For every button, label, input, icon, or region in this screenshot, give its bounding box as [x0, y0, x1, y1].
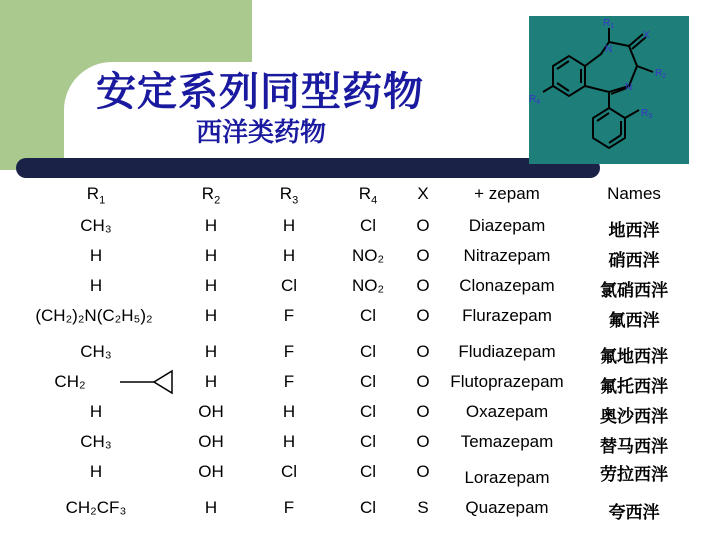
cell-r4: NO₂	[351, 276, 385, 295]
cell-r4: Cl	[359, 342, 377, 361]
cell-zepam: Temazepam	[460, 432, 554, 451]
cell-r4: NO₂	[351, 246, 385, 265]
header-r4: $R_4$	[358, 184, 378, 207]
header-names: Names	[607, 184, 661, 203]
cell-zepam: Fludiazepam	[458, 342, 556, 361]
page-subtitle: 西洋类药物	[196, 118, 327, 148]
cell-r1: CH₃	[80, 432, 112, 451]
cell-r2: H	[204, 246, 218, 265]
cell-zepam: Lorazepam	[464, 468, 550, 487]
cell-r3: F	[283, 342, 295, 361]
cell-x: O	[416, 342, 430, 361]
header-zepam: + zepam	[474, 184, 540, 203]
cell-name: 氟西泮	[608, 311, 660, 331]
cell-name: 地西泮	[608, 221, 660, 241]
cell-r4: Cl	[359, 402, 377, 421]
header-r3: $R_3$	[279, 184, 299, 207]
n4-label: N	[625, 82, 633, 93]
cell-r2: H	[204, 216, 218, 235]
cell-name: 氟地西泮	[600, 347, 668, 367]
cell-r4: Cl	[359, 498, 377, 517]
cell-zepam: Diazepam	[468, 216, 546, 235]
cell-x: O	[416, 372, 430, 391]
cell-zepam: Clonazepam	[459, 276, 555, 295]
cell-name: 氟托西泮	[600, 377, 668, 397]
cell-r3: H	[282, 246, 296, 265]
benzodiazepine-structure-drawing	[529, 16, 689, 164]
cell-r2: OH	[198, 462, 224, 481]
header-r1: $R_1$	[86, 184, 106, 207]
cell-name: 氯硝西泮	[600, 281, 668, 301]
cell-name: 替马西泮	[600, 437, 668, 457]
cell-zepam: Quazepam	[465, 498, 549, 517]
cell-zepam: Flutoprazepam	[450, 372, 564, 391]
cell-name: 劳拉西泮	[600, 465, 668, 485]
cell-r1: H	[89, 246, 103, 265]
cell-r1: CH₂CF₃	[65, 498, 127, 517]
cell-r1: H	[89, 276, 103, 295]
cell-r1: CH₃	[80, 216, 112, 235]
cell-x: O	[416, 276, 430, 295]
cell-x: O	[416, 216, 430, 235]
cell-r4: Cl	[359, 372, 377, 391]
cell-r4: Cl	[359, 216, 377, 235]
header-r2: $R_2$	[201, 184, 221, 207]
r2-label: $R_2$	[655, 68, 667, 80]
cell-x: O	[416, 402, 430, 421]
cyclopropyl-group-icon	[120, 368, 176, 398]
cell-zepam: Flurazepam	[462, 306, 552, 325]
cell-r1: CH₂	[54, 372, 86, 391]
cell-zepam: Nitrazepam	[463, 246, 551, 265]
x-label: X	[643, 30, 650, 41]
title-divider	[16, 158, 600, 178]
cell-r1: H	[89, 462, 103, 481]
cell-x: O	[416, 432, 430, 451]
cell-x: S	[417, 498, 429, 517]
cell-r3: Cl	[280, 462, 298, 481]
r4-label: $R_4$	[529, 94, 541, 106]
cell-name: 硝西泮	[608, 251, 660, 271]
cell-r3: F	[283, 498, 295, 517]
cell-r2: H	[204, 342, 218, 361]
cell-r4: Cl	[359, 432, 377, 451]
cell-r1: (CH₂)₂N(C₂H₅)₂	[35, 306, 153, 325]
cell-r3: F	[283, 306, 295, 325]
cell-r3: H	[282, 402, 296, 421]
cell-r2: H	[204, 306, 218, 325]
cell-x: O	[416, 306, 430, 325]
cell-r2: H	[204, 276, 218, 295]
n1-label: N	[605, 44, 613, 55]
cell-r3: H	[282, 432, 296, 451]
cell-r1: H	[89, 402, 103, 421]
cell-r3: F	[283, 372, 295, 391]
cell-x: O	[416, 246, 430, 265]
r1-label: $R_1$	[603, 18, 615, 30]
cell-r1: CH₃	[80, 342, 112, 361]
cell-x: O	[416, 462, 430, 481]
cell-r2: H	[204, 498, 218, 517]
cell-r2: H	[204, 372, 218, 391]
cell-r3: Cl	[280, 276, 298, 295]
cell-r2: OH	[198, 402, 224, 421]
cell-r4: Cl	[359, 306, 377, 325]
cell-name: 夸西泮	[608, 503, 660, 523]
page-title: 安定系列同型药物	[96, 69, 424, 115]
cell-name: 奥沙西泮	[600, 407, 668, 427]
cell-r4: Cl	[359, 462, 377, 481]
r3-label: $R_3$	[641, 108, 653, 120]
cell-r3: H	[282, 216, 296, 235]
cell-r2: OH	[198, 432, 224, 451]
cell-zepam: Oxazepam	[465, 402, 549, 421]
header-x: X	[417, 184, 429, 203]
benzodiazepine-structure	[529, 16, 689, 164]
